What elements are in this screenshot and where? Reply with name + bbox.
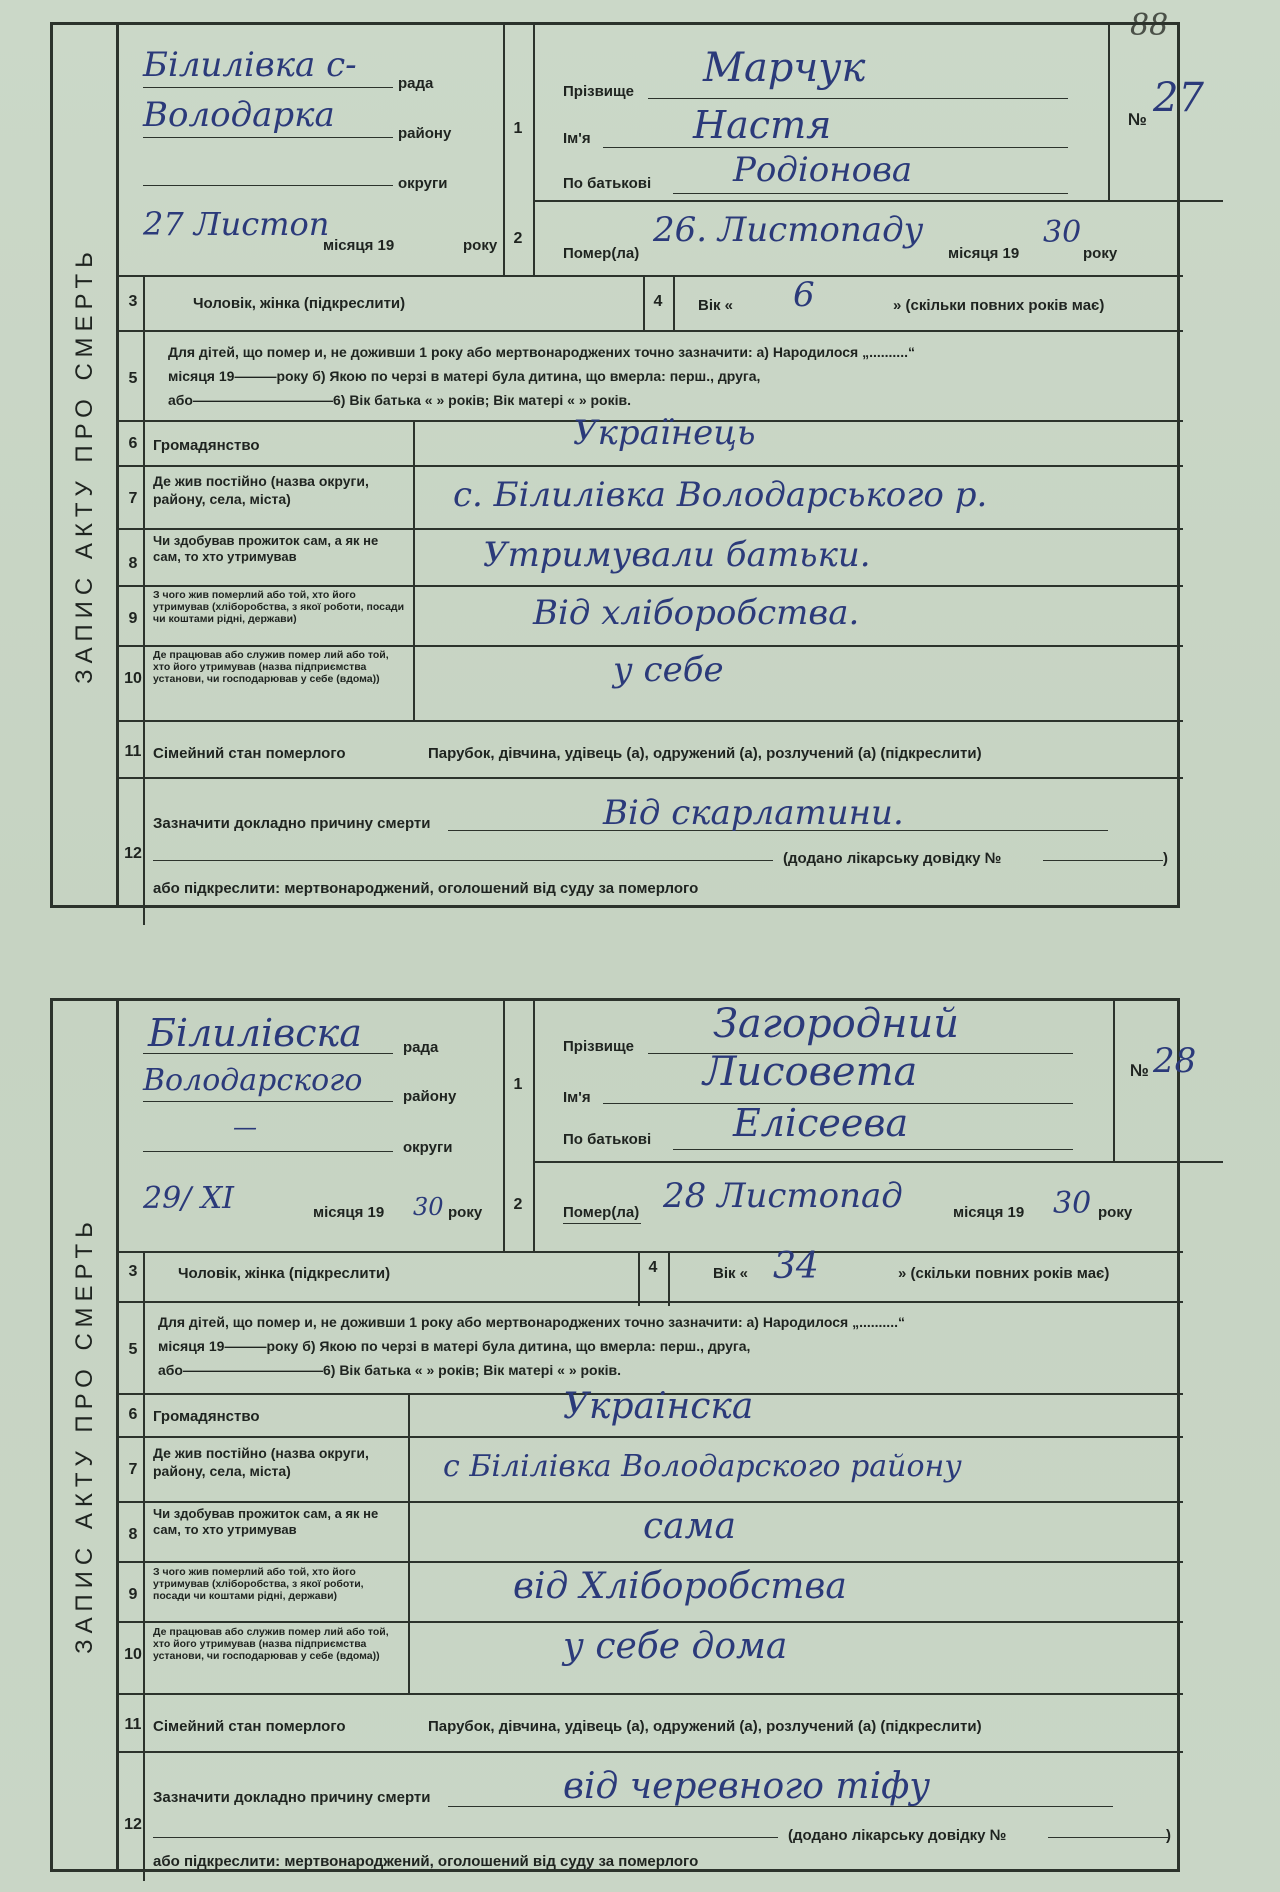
name-value: Настя [693, 103, 832, 147]
entry-date-value: 29/ XI [143, 1181, 235, 1216]
age-value: 6 [793, 275, 815, 315]
entry-date-value: 27 Листоп [143, 205, 330, 243]
patronymic-value: Елісеева [733, 1101, 909, 1145]
death-record-card-1: ЗАПИС АКТУ ПРО СМЕРТЬ Білилівка с- рада Володарка району округи 27 Листоп місяця 19 року 1 Прізвище Марчук Ім'я Настя По батькові Родіонова № 27 2 Помер(ла) 26. Листопаду місяця 19 30 року 3 Чоловік, жінка (підкреслити) 4 Вік « 6 » (скільки повних років має) 5 Для дітей, що помер и, не доживши 1 року або мертвонароджених точно зазначити: а) Народилося „..........“ місяця 19———року б) Якою по черзі в матері була дитина, що вмерла: перш., друга, або——————————6) Вік батька « » років; Вік матері « » років. 6 Громадянство Українець 7 Де жив постійно (назва округи, району, села, міста) с. Білилівка Володарського р. 8 Чи здобував прожиток сам, а як не сам, то хто утримував Утримували батьки. 9 З чого жив померлий або той, хто його утримував (хліборобства, з якої роботи, посади чи коштами рідні, держави) Від хліборобства. 10 Де працював або служив помер лий або той, хто його утримував (назва підприємства установи, чи господарював у себе (вдома)) у себе 11 Сімейний стан померлого Парубок, дівчина, удівець (а), одружений (а), розлучений (а) (підкреслити) 12 Зазначити докладно причину смерти Від скарлатини. (додано лікарську довідку № ) або підкреслити: мертвонароджений, оголошений від суду за померлого [50, 22, 1180, 908]
citizenship-value: Украінска [563, 1386, 754, 1427]
raion-value: Володарка [143, 95, 335, 135]
rada-value: Білилівска [148, 1011, 362, 1055]
surname-value: Загородний [713, 1001, 959, 1047]
work-value: у себе дома [563, 1626, 788, 1667]
death-year-value: 30 [1053, 1186, 1092, 1221]
patronymic-value: Родіонова [733, 150, 913, 190]
death-date-value: 26. Листопаду [653, 210, 924, 250]
source-value: Від хліборобства. [533, 593, 860, 633]
source-value: від Хліборобства [513, 1566, 847, 1607]
livelihood-value: Утримували батьки. [483, 535, 871, 575]
vertical-title: ЗАПИС АКТУ ПРО СМЕРТЬ [53, 1001, 119, 1869]
record-number: 27 [1153, 75, 1204, 121]
rada-value: Білилівка с- [143, 45, 357, 85]
entry-year-value: 30 [413, 1193, 444, 1221]
raion-value: Володарского [143, 1063, 363, 1098]
archive-page-number: 88 [1130, 8, 1169, 43]
name-value: Лисовета [703, 1049, 918, 1095]
age-value: 34 [773, 1246, 819, 1287]
livelihood-value: сама [643, 1506, 736, 1547]
cause-value: Від скарлатини. [603, 793, 904, 833]
surname-value: Марчук [703, 45, 866, 91]
residence-value: с Білілівка Володарского району [443, 1449, 962, 1484]
residence-value: с. Білилівка Володарського р. [453, 475, 988, 515]
okruha-value: — [233, 1113, 257, 1141]
cause-value: від черевного тіфу [563, 1766, 931, 1807]
work-value: у себе [613, 650, 724, 690]
death-date-value: 28 Листопад [663, 1176, 903, 1216]
death-year-value: 30 [1043, 215, 1082, 250]
death-record-card-2: ЗАПИС АКТУ ПРО СМЕРТЬ Білилівска рада Володарского району — округи 29/ XI місяця 19 30 року 1 Прізвище Загородний Ім'я Лисовета По батькові Елісеева № 28 2 Помер(ла) 28 Листопад місяця 19 30 року 3 Чоловік, жінка (підкреслити) 4 Вік « 34 » (скільки повних років має) 5 Для дітей, що помер и, не доживши 1 року або мертвонароджених точно зазначити: а) Народилося „..........“ місяця 19———року б) Якою по черзі в матері була дитина, що вмерла: перш., друга, або——————————6) Вік батька « » років; Вік матері « » років. 6 Громадянство Украінска 7 Де жив постійно (назва округи, району, села, міста) с Білілівка Володарского району 8 Чи здобував прожиток сам, а як не сам, то хто утримував сама 9 З чого жив померлий або той, хто його утримував (хліборобства, з якої роботи, посади чи коштами рідні, держави) від Хліборобства 10 Де працював або служив помер лий або той, хто його утримував (назва підприємства установи, чи господарював у себе (вдома)) у себе дома 11 Сімейний стан померлого Парубок, дівчина, удівець (а), одружений (а), розлучений (а) (підкреслити) 12 Зазначити докладно причину смерти від черевного тіфу (додано лікарську довідку № ) або підкреслити: мертвонароджений, оголошений від суду за померлого [50, 998, 1180, 1872]
record-number: 28 [1153, 1041, 1197, 1081]
vertical-title: ЗАПИС АКТУ ПРО СМЕРТЬ [53, 25, 119, 905]
citizenship-value: Українець [573, 413, 756, 453]
